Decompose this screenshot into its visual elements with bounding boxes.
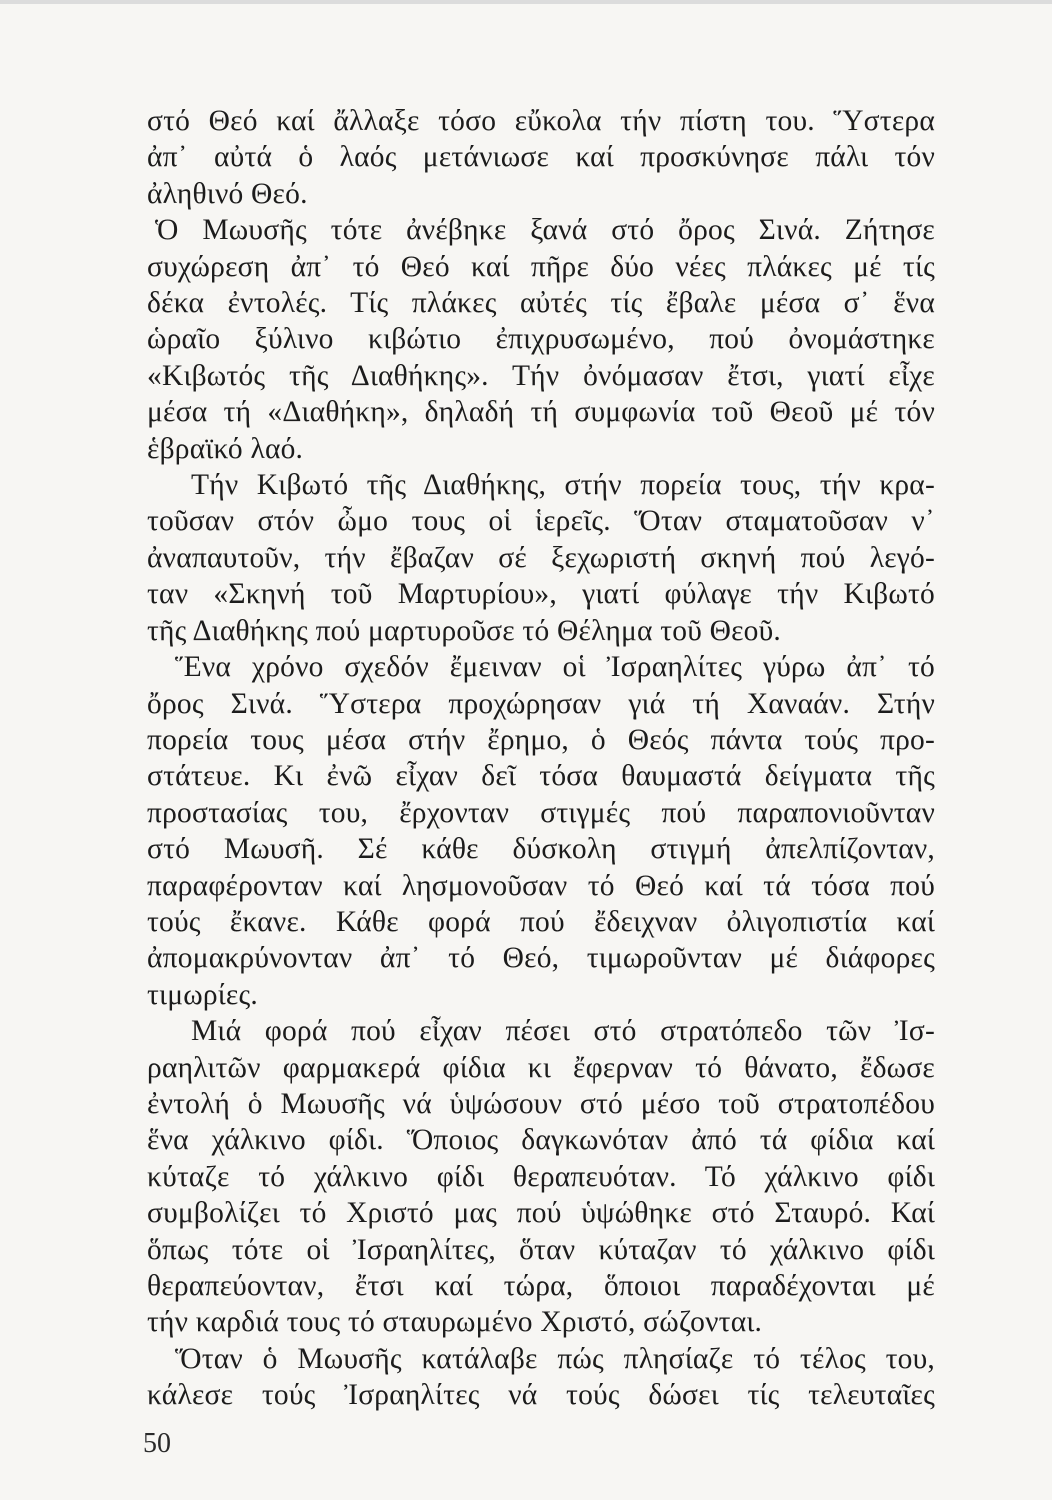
- text-line: Ἕνα χρόνο σχεδόν ἔμειναν οἱ Ἰσραηλίτες γύρω ἀπ᾽ τό: [175, 651, 935, 684]
- text-line: ἀπ᾽ αὐτά ὁ λαός μετάνιωσε καί προσκύνησε πάλι τόν: [147, 141, 935, 174]
- text-line: ἀπομακρύνονταν ἀπ᾽ τό Θεό, τιμωροῦνταν μέ διάφορες: [147, 942, 935, 975]
- text-line: ταν «Σκηνή τοῦ Μαρτυρίου», γιατί φύλαγε τήν Κιβωτό: [147, 578, 935, 611]
- text-line: στάτευε. Κι ἐνῶ εἶχαν δεῖ τόσα θαυμαστά δείγματα τῆς: [147, 760, 935, 793]
- body-text: [147, 103, 935, 1414]
- text-line: μέσα τή «Διαθήκη», δηλαδή τή συμφωνία τοῦ Θεοῦ μέ τόν: [147, 396, 935, 429]
- text-line: δέκα ἐντολές. Τίς πλάκες αὐτές τίς ἔβαλε μέσα σ᾽ ἕνα: [147, 287, 935, 320]
- text-line: ραηλιτῶν φαρμακερά φίδια κι ἔφερναν τό θάνατο, ἔδωσε: [147, 1051, 935, 1084]
- text-line: Ὁ Μωυσῆς τότε ἀνέβηκε ξανά στό ὄρος Σινά. Ζήτησε: [155, 214, 935, 247]
- text-line: συχώρεση ἀπ᾽ τό Θεό καί πῆρε δύο νέες πλάκες μέ τίς: [147, 250, 935, 283]
- text-line: ἐντολή ὁ Μωυσῆς νά ὑψώσουν στό μέσο τοῦ στρατοπέδου: [147, 1087, 935, 1120]
- page-number: 50: [143, 1428, 171, 1459]
- text-line: ὡραῖο ξύλινο κιβώτιο ἐπιχρυσωμένο, πού ὀνομάστηκε: [147, 323, 935, 356]
- text-line: ἀναπαυτοῦν, τήν ἔβαζαν σέ ξεχωριστή σκηνή πού λεγό-: [147, 541, 935, 574]
- text-line: ἑβραϊκό λαό.: [147, 432, 304, 465]
- page-top-edge: [0, 0, 1052, 4]
- text-line: Μιά φορά πού εἶχαν πέσει στό στρατόπεδο τῶν Ἰσ-: [191, 1015, 935, 1048]
- text-line: πορεία τους μέσα στήν ἔρημο, ὁ Θεός πάντα τούς προ-: [147, 723, 935, 756]
- text-line: τοῦσαν στόν ὦμο τους οἱ ἱερεῖς. Ὅταν σταματοῦσαν ν᾽: [147, 505, 935, 538]
- text-line: Τήν Κιβωτό τῆς Διαθήκης, στήν πορεία τους, τήν κρα-: [191, 469, 935, 502]
- text-line: στό Μωυσῆ. Σέ κάθε δύσκολη στιγμή ἀπελπίζονταν,: [147, 833, 935, 866]
- text-line: ἀληθινό Θεό.: [147, 177, 308, 210]
- text-line: τῆς Διαθήκης πού μαρτυροῦσε τό Θέλημα τοῦ Θεοῦ.: [147, 614, 781, 647]
- text-line: τήν καρδιά τους τό σταυρωμένο Χριστό, σώζονται.: [147, 1306, 763, 1339]
- text-line: παραφέρονταν καί λησμονοῦσαν τό Θεό καί τά τόσα πού: [147, 869, 935, 902]
- text-line: τούς ἔκανε. Κάθε φορά πού ἔδειχναν ὀλιγοπιστία καί: [147, 905, 935, 938]
- text-line: κύταζε τό χάλκινο φίδι θεραπευόταν. Τό χάλκινο φίδι: [147, 1160, 935, 1193]
- text-line: τιμωρίες.: [147, 978, 258, 1011]
- text-line: ὅπως τότε οἱ Ἰσραηλίτες, ὅταν κύταζαν τό χάλκινο φίδι: [147, 1233, 935, 1266]
- text-line: θεραπεύονταν, ἔτσι καί τώρα, ὅποιοι παραδέχονται μέ: [147, 1270, 935, 1302]
- text-line: προστασίας του, ἔρχονταν στιγμές πού παραπονιοῦνταν: [147, 796, 935, 829]
- text-line: Ὅταν ὁ Μωυσῆς κατάλαβε πώς πλησίαζε τό τέλος του,: [175, 1342, 935, 1375]
- text-line: ἕνα χάλκινο φίδι. Ὅποιος δαγκωνόταν ἀπό τά φίδια καί: [147, 1124, 935, 1157]
- text-line: «Κιβωτός τῆς Διαθήκης». Τήν ὀνόμασαν ἔτσι, γιατί εἶχε: [147, 359, 935, 392]
- text-line: κάλεσε τούς Ἰσραηλίτες νά τούς δώσει τίς τελευταῖες: [147, 1379, 935, 1412]
- text-line: συμβολίζει τό Χριστό μας πού ὑψώθηκε στό Σταυρό. Καί: [147, 1197, 935, 1230]
- text-line: στό Θεό καί ἄλλαξε τόσο εὔκολα τήν πίστη του. Ὕστερα: [147, 105, 935, 137]
- text-line: ὄρος Σινά. Ὕστερα προχώρησαν γιά τή Χαναάν. Στήν: [147, 687, 935, 720]
